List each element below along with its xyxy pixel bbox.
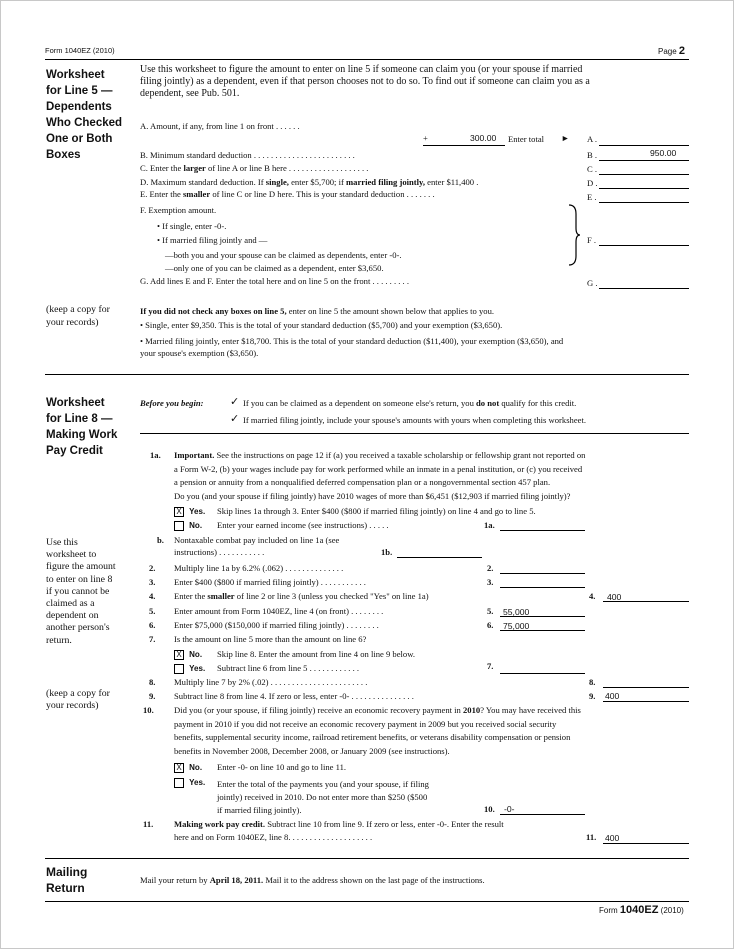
field-c[interactable] xyxy=(599,174,689,175)
ws5-line-f-2: • If married filing jointly and — xyxy=(157,235,268,245)
line-2-text: Multiply line 1a by 6.2% (.062) . . . . . . . . . . . . . . xyxy=(174,563,344,573)
line-10-no: X No. Enter -0- on line 10 and go to line 11. xyxy=(174,761,202,774)
line-6-text: Enter $75,000 ($150,000 if married filing jointly) . . . . . . . . xyxy=(174,620,379,630)
line-11-ref: 11. xyxy=(586,832,597,842)
field-9[interactable] xyxy=(603,701,689,702)
ws5-line-a-field[interactable] xyxy=(423,145,505,146)
line-1a-no: No. Enter your earned income (see instructions) . . . . . xyxy=(174,519,202,532)
field-9-value: 400 xyxy=(605,691,620,701)
ws5-line-a: A. Amount, if any, from line 1 on front . . . . . . xyxy=(140,121,300,131)
ws5-keep-copy: (keep a copy for your records) xyxy=(46,304,110,328)
line-1a-ref: 1a. xyxy=(484,520,495,530)
yes-checkbox[interactable] xyxy=(174,664,184,674)
line-1b-text: Nontaxable combat pay included on line 1a (see instructions) . . . . . . . . . . . xyxy=(174,535,340,557)
line-1b-num: b. xyxy=(157,535,164,545)
ws5-line-f-1: • If single, enter -0-. xyxy=(157,221,227,231)
ws5-line-d: D. Maximum standard deduction. If single, enter $5,700; if married filing jointly, enter $11,400 . xyxy=(140,177,479,187)
ws5-line-a-value: 300.00 xyxy=(470,133,497,143)
field-4-value: 400 xyxy=(607,592,622,602)
check-icon: ✓ xyxy=(230,396,240,408)
line-7-yes: Yes. Subtract line 6 from line 5 . . . . . . . . . . . . xyxy=(174,662,205,675)
line-10-ref: 10. xyxy=(484,804,495,814)
plus-sign: + xyxy=(423,133,428,143)
code-f: F . xyxy=(587,235,597,245)
line-1a-num: 1a. xyxy=(150,450,161,460)
form-id-header: Form 1040EZ (2010) xyxy=(45,46,115,55)
field-11-value: 400 xyxy=(605,833,620,843)
line-10-text: Did you (or your spouse, if filing jointly) receive an economic recovery payment in 2010? You may have received this payment in 2010 if you did not receive an economic recovery payment in 2009 but you received social security benefits, supplemental security income, railroad retirement benefits, or veterans disability compensation or pension benefits in November 2008, December 2008, or January 2009 (see instructions). xyxy=(174,705,581,756)
ws8-side-note: Use this worksheet to figure the amount to enter on line 8 if you cannot be claimed as a dependent on another person's return. xyxy=(46,537,116,646)
line-9-ref: 9. xyxy=(589,691,596,701)
code-b: B . xyxy=(587,150,598,160)
brace-icon xyxy=(566,204,582,266)
field-1b[interactable] xyxy=(397,557,482,558)
line-9-text: Subtract line 8 from line 4. If zero or less, enter -0- . . . . . . . . . . . . . . . xyxy=(174,691,414,701)
field-a[interactable] xyxy=(599,145,689,146)
line-10-num: 10. xyxy=(143,705,154,715)
line-8-ref: 8. xyxy=(589,677,596,687)
ws5-nobox: If you did not check any boxes on line 5, enter on line 5 the amount shown below that applies to you. xyxy=(140,306,495,316)
ws5-line-c: C. Enter the larger of line A or line B here . . . . . . . . . . . . . . . . . . . xyxy=(140,163,369,173)
line-10-yes: Yes. xyxy=(174,776,205,789)
field-10-value: -0- xyxy=(504,804,515,814)
field-6-value: 75,000 xyxy=(503,621,530,631)
ws8-title: Worksheet for Line 8 — Making Work Pay Credit xyxy=(46,397,118,457)
line-11-num: 11. xyxy=(143,819,154,829)
ws5-line-f-3: —both you and your spouse can be claimed as dependents, enter -0-. xyxy=(165,250,402,260)
line-3-num: 3. xyxy=(149,577,156,587)
line-6-ref: 6. xyxy=(487,620,494,630)
line-5-text: Enter amount from Form 1040EZ, line 4 (on front) . . . . . . . . xyxy=(174,606,384,616)
no-checkbox[interactable]: X xyxy=(174,650,184,660)
field-e[interactable] xyxy=(599,202,689,203)
check-icon: ✓ xyxy=(230,413,240,425)
no-checkbox[interactable]: X xyxy=(174,763,184,773)
footer-form-id: Form 1040EZ (2010) xyxy=(599,904,684,916)
line-2-ref: 2. xyxy=(487,563,494,573)
field-1a[interactable] xyxy=(500,530,585,531)
ws5-line-f-4: —only one of you can be claimed as a dependent, enter $3,650. xyxy=(165,263,384,273)
before-2: If married filing jointly, include your spouse's amounts with yours when completing this worksheet. xyxy=(243,415,587,425)
ws5-intro: Use this worksheet to figure the amount to enter on line 5 if someone can claim you (or your spouse if married filing jointly) as a dependent, even if that person chooses not to do so. To find out if someone can claim you as a dependent, see Pub. 501. xyxy=(140,64,590,99)
line-2-num: 2. xyxy=(149,563,156,573)
field-11[interactable] xyxy=(603,843,689,844)
section-rule-1 xyxy=(45,374,689,375)
field-g[interactable] xyxy=(599,288,689,289)
ws8-keep-copy: (keep a copy for your records) xyxy=(46,688,110,711)
arrow-icon: ► xyxy=(561,133,570,143)
line-3-text: Enter $400 ($800 if married filing jointly) . . . . . . . . . . . xyxy=(174,577,366,587)
code-e: E . xyxy=(587,192,597,202)
line-3-ref: 3. xyxy=(487,577,494,587)
line-4-ref: 4. xyxy=(589,591,596,601)
field-b[interactable] xyxy=(599,160,689,161)
section-rule-2 xyxy=(45,858,689,859)
line-4-num: 4. xyxy=(149,591,156,601)
ws5-mfj: • Married filing jointly, enter $18,700. This is the total of your standard deduction ($11,400), your exemption ($3,650), and your spouse's exemption ($3,650). xyxy=(140,336,564,358)
header-rule xyxy=(45,59,689,60)
line-1a-yes: X Yes. Skip lines 1a through 3. Enter $400 ($800 if married filing jointly) on line 4 and go to line 5. xyxy=(174,505,205,518)
line-1b-ref: 1b. xyxy=(381,547,393,557)
line-7-ref: 7. xyxy=(487,661,494,671)
field-d[interactable] xyxy=(599,188,689,189)
code-a: A . xyxy=(587,134,598,144)
yes-checkbox[interactable] xyxy=(174,778,184,788)
code-d: D . xyxy=(587,178,598,188)
no-checkbox[interactable] xyxy=(174,521,184,531)
ws5-single: • Single, enter $9,350. This is the total of your standard deduction ($5,700) and your exemption ($3,650). xyxy=(140,320,503,330)
before-1: If you can be claimed as a dependent on someone else's return, you do not qualify for this credit. xyxy=(243,398,577,408)
field-5-value: 55,000 xyxy=(503,607,530,617)
ws5-line-b: B. Minimum standard deduction . . . . . . . . . . . . . . . . . . . . . . . . xyxy=(140,150,355,160)
field-3[interactable] xyxy=(500,587,585,588)
before-begin-label: Before you begin: xyxy=(140,398,204,408)
mailing-text: Mail your return by April 18, 2011. Mail it to the address shown on the last page of the instructions. xyxy=(140,875,485,885)
line-7-text: Is the amount on line 5 more than the amount on line 6? xyxy=(174,634,367,644)
mailing-title: Mailing Return xyxy=(46,865,88,895)
code-g: G . xyxy=(587,278,598,288)
line-8-text: Multiply line 7 by 2% (.02) . . . . . . . . . . . . . . . . . . . . . . . xyxy=(174,677,368,687)
field-b-value: 950.00 xyxy=(650,148,677,158)
line-5-num: 5. xyxy=(149,606,156,616)
line-5-ref: 5. xyxy=(487,606,494,616)
line-10-yes-text: Enter the total of the payments you (and your spouse, if filing jointly) received in 2010. Do not enter more than $250 ($500 if married filing jointly). xyxy=(217,779,429,815)
line-9-num: 9. xyxy=(149,691,156,701)
line-6-num: 6. xyxy=(149,620,156,630)
enter-total-label: Enter total xyxy=(508,134,545,144)
ws5-line-f: F. Exemption amount. xyxy=(140,205,217,215)
field-8[interactable] xyxy=(603,687,689,688)
field-2[interactable] xyxy=(500,573,585,574)
line-7-num: 7. xyxy=(149,634,156,644)
code-c: C . xyxy=(587,164,598,174)
line-1a-text: Important. See the instructions on page 12 if (a) you received a taxable scholarship or fellowship grant not reported on a Form W-2, (b) your wages include pay for work performed while an inmate in a penal institution, or (c) you received a pension or annuity from a nonqualified deferred compensation plan or a nongovernmental section 457 plan. Do you (and your spouse if filing jointly) have 2010 wages of more than $6,451 ($12,903 if married filing jointly)? xyxy=(174,450,586,501)
field-10[interactable] xyxy=(500,814,585,815)
ws5-line-e: E. Enter the smaller of line C or line D here. This is your standard deduction . . . . . . . xyxy=(140,189,435,199)
yes-checkbox[interactable]: X xyxy=(174,507,184,517)
footer-rule xyxy=(45,901,689,902)
ws5-line-g: G. Add lines E and F. Enter the total here and on line 5 on the front . . . . . . . . . xyxy=(140,276,410,286)
ws8-dotted-rule xyxy=(140,433,689,434)
page-label: Page 2 xyxy=(658,45,686,57)
line-8-num: 8. xyxy=(149,677,156,687)
line-11-text2: here and on Form 1040EZ, line 8. . . . . . . . . . . . . . . . . . . . xyxy=(174,832,373,842)
field-f[interactable] xyxy=(599,245,689,246)
line-11-text: Making work pay credit. Subtract line 10 from line 9. If zero or less, enter -0-. Enter the result xyxy=(174,819,504,829)
line-7-no: X No. Skip line 8. Enter the amount from line 4 on line 9 below. xyxy=(174,648,202,661)
field-7[interactable] xyxy=(500,673,585,674)
line-4-text: Enter the smaller of line 2 or line 3 (unless you checked "Yes" on line 1a) xyxy=(174,591,429,601)
ws5-title: Worksheet for Line 5 — Dependents Who Checked One or Both Boxes xyxy=(46,69,123,161)
